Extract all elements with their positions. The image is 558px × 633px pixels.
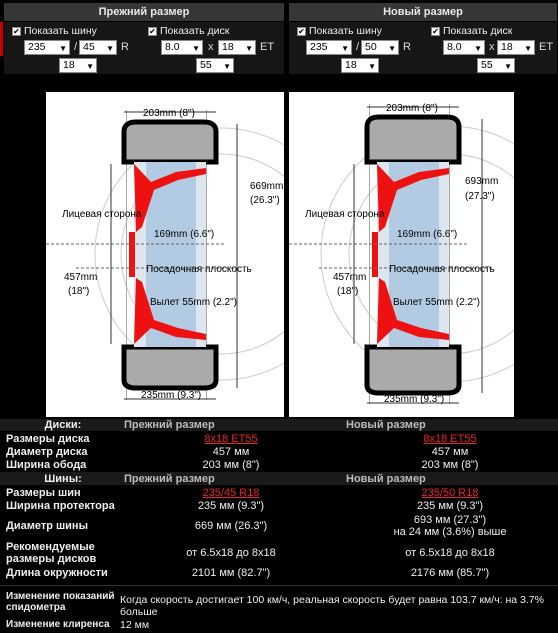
chevron-down-icon: ▼ — [106, 44, 114, 53]
row-label: Размеры шин — [6, 486, 81, 499]
tire-size-link-old[interactable]: 235/45 R18 — [202, 486, 260, 499]
bottom-width-label: 235mm (9.3") — [384, 394, 445, 405]
show-tire-checkbox-new[interactable] — [297, 25, 382, 37]
check-icon: ✔ — [298, 26, 305, 36]
speedometer-value: Когда скорость достигает 100 км/ч, реальная скорость будет равна 103.7 км/ч: на 3.7% больше — [120, 594, 544, 618]
row-value-old: 235 мм (9.3") — [197, 499, 265, 512]
tire-height-in-label: (26.3") — [250, 195, 280, 206]
row-value-old: 457 мм — [212, 445, 250, 458]
tires-col-new: Новый размер — [346, 472, 426, 485]
chevron-down-icon: ▼ — [368, 62, 376, 71]
disk-width-select-new[interactable]: 8.0 ▼ — [443, 40, 485, 55]
row-value-new: 235 мм (9.3") — [416, 499, 484, 512]
tire-size-link-new[interactable]: 235/50 R18 — [421, 486, 479, 499]
row-value-old: 2101 мм (82.7") — [191, 566, 271, 579]
chevron-down-icon: ▼ — [524, 44, 532, 53]
table-row — [0, 566, 558, 579]
rim-d-in-label: (18") — [337, 286, 359, 297]
controls-old — [4, 22, 284, 74]
r-label: R — [121, 41, 129, 53]
row-value-old: 203 мм (8") — [202, 458, 260, 471]
show-tire-label: Показать шину — [24, 25, 97, 37]
show-tire-checkbox-old[interactable] — [12, 25, 97, 37]
center-label: 169mm (6.6") — [154, 229, 215, 240]
active-indicator — [0, 22, 3, 56]
show-disk-label: Показать диск — [160, 25, 230, 37]
table-row — [0, 432, 558, 445]
rim-d-label: 457mm — [333, 272, 367, 283]
chevron-down-icon: ▼ — [223, 62, 231, 71]
table-row — [0, 458, 558, 471]
chevron-down-icon: ▼ — [388, 44, 396, 53]
row-value-old: от 6.5x18 до 8x18 — [186, 547, 276, 559]
face-label: Лицевая сторона — [305, 209, 385, 220]
tire-rim-select-new[interactable]: 18 ▼ — [341, 58, 379, 73]
check-icon: ✔ — [13, 26, 20, 36]
disk-diameter-select-old[interactable]: 18 ▼ — [218, 40, 256, 55]
table-row — [0, 513, 558, 539]
tires-section-title: Шины: — [44, 472, 82, 485]
disk-size-link-new[interactable]: 8x18 ET55 — [423, 432, 477, 445]
disks-section-header — [0, 419, 558, 431]
chevron-down-icon: ▼ — [59, 44, 67, 53]
x-sep: x — [489, 41, 495, 53]
check-icon: ✔ — [149, 26, 156, 36]
header-old-size: Прежний размер — [4, 3, 284, 21]
row-label: Размеры диска — [6, 432, 90, 445]
header-new-size: Новый размер — [289, 3, 557, 21]
et-select-old[interactable]: 55 ▼ — [196, 58, 234, 73]
et-label: ET — [539, 41, 554, 53]
chevron-down-icon: ▼ — [192, 44, 200, 53]
chevron-down-icon: ▼ — [504, 62, 512, 71]
chevron-down-icon: ▼ — [245, 44, 253, 53]
row-label: Ширина протектора — [6, 499, 115, 512]
top-width-label: 203mm (8") — [386, 103, 438, 114]
table-row — [0, 618, 558, 631]
clearance-label: Изменение клиренса — [6, 619, 110, 630]
disk-size-link-old[interactable]: 8x18 ET55 — [204, 432, 258, 445]
row-label: Рекомендуемые размеры дисков — [6, 541, 97, 565]
disks-col-old: Прежний размер — [124, 419, 215, 431]
offset-label: Вылет 55mm (2.2") — [150, 297, 237, 308]
show-disk-checkbox-old[interactable] — [148, 25, 229, 37]
center-label: 169mm (6.6") — [397, 229, 458, 240]
rim-d-in-label: (18") — [68, 286, 90, 297]
et-label: ET — [260, 41, 275, 53]
speedometer-label: Изменение показаний спидометра — [6, 591, 115, 613]
disks-section-title: Диски: — [44, 419, 82, 431]
show-tire-label: Показать шину — [309, 25, 382, 37]
tire-profile-select-new[interactable]: 50 ▼ — [361, 40, 399, 55]
x-sep: x — [208, 41, 214, 53]
disk-diameter-select-new[interactable]: 18 ▼ — [497, 40, 535, 55]
row-label: Ширина обода — [6, 458, 87, 471]
row-value-new — [342, 514, 558, 538]
offset-label: Вылет 55mm (2.2") — [393, 297, 480, 308]
tires-col-old: Прежний размер — [124, 472, 215, 485]
check-icon: ✔ — [432, 26, 439, 36]
top-width-label: 203mm (8") — [143, 108, 195, 119]
diagram-new — [289, 92, 514, 417]
diagram-old — [46, 92, 284, 417]
row-value-new: от 6.5x18 до 8x18 — [405, 547, 495, 559]
row-value-new: 457 мм — [431, 445, 469, 458]
tires-section-header — [0, 472, 558, 485]
clearance-value: 12 мм — [120, 618, 150, 631]
r-label: R — [403, 41, 411, 53]
tire-width-select-old[interactable]: 235 ▼ — [24, 40, 70, 55]
row-label: Диаметр диска — [6, 445, 88, 458]
chevron-down-icon: ▼ — [474, 44, 482, 53]
divider — [0, 585, 558, 586]
tire-profile-select-old[interactable]: 45 ▼ — [79, 40, 117, 55]
tire-height-label: 669mm — [250, 181, 284, 192]
table-row — [0, 486, 558, 499]
row-value-new: 2176 мм (85.7") — [410, 566, 490, 579]
table-row — [0, 445, 558, 458]
face-label: Лицевая сторона — [62, 209, 142, 220]
row-value-old: 669 мм (26.3") — [194, 520, 268, 532]
tire-diameter-diff: на 24 мм (3.6%) выше — [393, 526, 507, 538]
seat-label: Посадочная плоскость — [146, 264, 252, 275]
row-label: Диаметр шины — [6, 520, 88, 532]
tire-height-in-label: (27.3") — [465, 191, 495, 202]
disk-width-select-old[interactable]: 8.0 ▼ — [161, 40, 203, 55]
et-select-new[interactable]: 55 ▼ — [477, 58, 515, 73]
rim-d-label: 457mm — [64, 272, 98, 283]
controls-new — [289, 22, 557, 74]
slash-sep: / — [74, 41, 78, 53]
tire-height-label: 693mm — [465, 176, 499, 187]
tire-width-select-new[interactable]: 235 ▼ — [306, 40, 352, 55]
slash-sep: / — [356, 41, 360, 53]
chevron-down-icon: ▼ — [341, 44, 349, 53]
chevron-down-icon: ▼ — [86, 62, 94, 71]
bottom-width-label: 235mm (9.3") — [141, 390, 202, 401]
table-row — [0, 591, 558, 617]
row-label: Длина окружности — [6, 566, 108, 579]
table-row — [0, 540, 558, 566]
seat-label: Посадочная плоскость — [389, 264, 495, 275]
disks-col-new: Новый размер — [346, 419, 426, 431]
row-value-new: 203 мм (8") — [421, 458, 479, 471]
tire-diameter-new: 693 мм (27.3") — [413, 514, 487, 526]
table-row — [0, 499, 558, 512]
show-disk-checkbox-new[interactable] — [431, 25, 512, 37]
show-disk-label: Показать диск — [443, 25, 513, 37]
tire-rim-select-old[interactable]: 18 ▼ — [59, 58, 97, 73]
